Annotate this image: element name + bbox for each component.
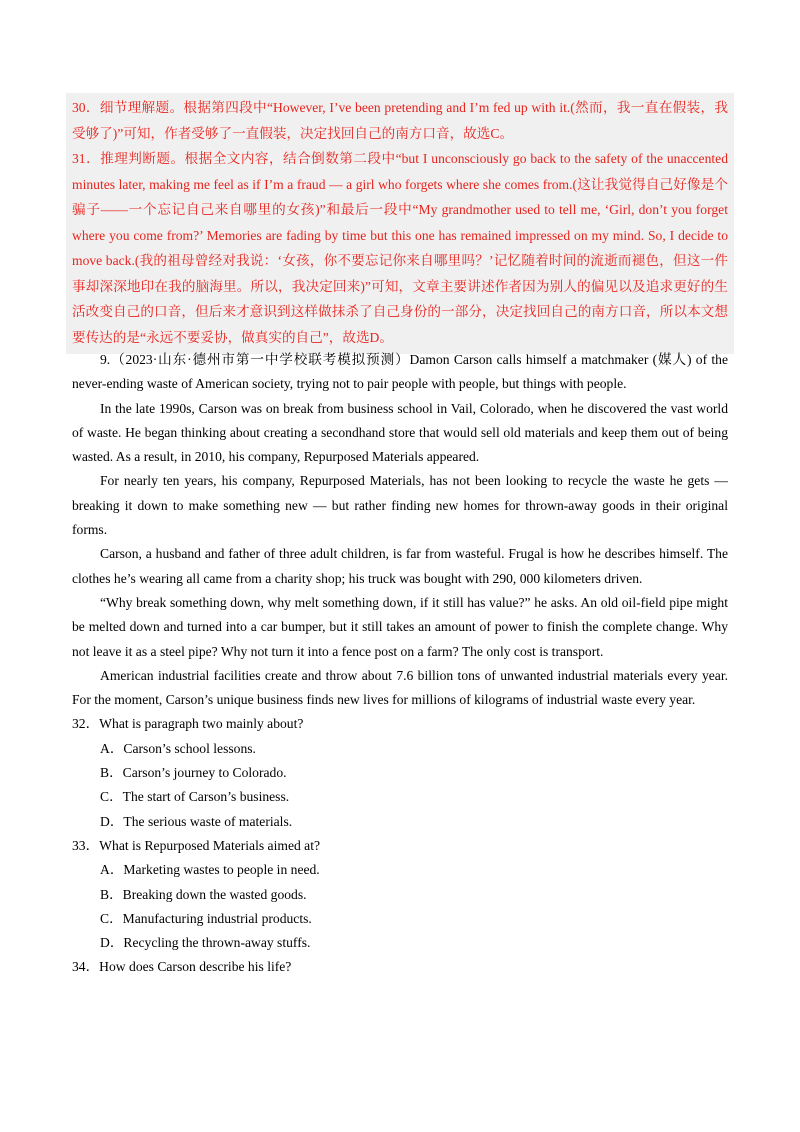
question-34: [72, 955, 728, 979]
question-32: [72, 712, 728, 833]
question-stem: 32．What is paragraph two mainly about?: [72, 716, 304, 732]
question-stem: 33．What is Repurposed Materials aimed at?: [72, 837, 321, 853]
option-b: B．Breaking down the wasted goods.: [100, 886, 307, 902]
option-b: B．Carson’s journey to Colorado.: [100, 765, 287, 781]
passage-paragraph: In the late 1990s, Carson was on break from business school in Vail, Colorado, when he discovered the vast world of waste. He began thinking about creating a secondhand store that would sell old materials and keep them out of being wasted. As a result, in 2010, his company, Repurposed Materials appeared.: [72, 400, 728, 465]
option-c: C．Manufacturing industrial products.: [100, 910, 312, 926]
passage-paragraph: American industrial facilities create and throw about 7.6 billion tons of unwanted industrial materials every year. For the moment, Carson’s unique business finds new lives for millions of kilograms of industrial waste every year.: [72, 667, 728, 708]
answer-explanation-30: 30．细节理解题。根据第四段中“However, I’ve been pretending and I’m fed up with it.(然而，我一直在假装，我受够了)”可知，作者受够了一直假装，决定找回自己的南方口音，故选C。: [72, 100, 728, 141]
passage-intro: 9.（2023·山东·德州市第一中学校联考模拟预测）Damon Carson calls himself a matchmaker (媒人) of the never-ending waste of American society, trying not to pair people with people, but things with people.: [72, 352, 728, 392]
option-a: A．Marketing wastes to people in need.: [100, 862, 320, 878]
option-d: D．Recycling the thrown-away stuffs.: [100, 935, 311, 951]
answer-explanation-31: 31．推理判断题。根据全文内容，结合倒数第二段中“but I unconsciously go back to the safety of the unaccented minutes later, making me feel as if I’m a fraud — a girl who forgets where she comes from.(这让我觉得自己好像是个骗子——一个忘记自己来自哪里的女孩)”和最后一段中“My grandmother used to tell me, ‘Girl, don’t you forget where you come from?’ Memories are fading by time but this one has remained impressed on my mind. So, I decide to move back.(我的祖母曾经对我说：‘女孩，你不要忘记你来自哪里吗？’记忆随着时间的流逝而褪色，但这一件事却深深地印在我的脑海里。所以，我决定回来)”可知，文章主要讲述作者因为别人的偏见以及追求更好的生活改变自己的口音，但后来才意识到这样做抹杀了自己身份的一部分，决定找回自己的南方口音，所以本文想要传达的是“永远不要妥协，做真实的自己”，故选D。: [72, 151, 728, 345]
answer-explanation-box: [66, 93, 734, 354]
option-d: D．The serious waste of materials.: [100, 813, 293, 829]
reading-passage: [72, 348, 728, 980]
passage-paragraph: “Why break something down, why melt something down, if it still has value?” he asks. An old oil-field pipe might be melted down and turned into a car bumper, but it still takes an amount of power to finish the complete change. Why not leave it as a steel pipe? Why not turn it into a fence post on a farm? The only cost is transport.: [72, 594, 728, 659]
passage-paragraph: For nearly ten years, his company, Repurposed Materials, has not been looking to recycle the waste he gets — breaking it down to make something new — but rather finding new homes for thrown-away goods in their original forms.: [72, 473, 728, 538]
option-a: A．Carson’s school lessons.: [100, 740, 256, 756]
question-stem: 34．How does Carson describe his life?: [72, 959, 292, 975]
passage-paragraph: Carson, a husband and father of three adult children, is far from wasteful. Frugal is how he describes himself. The clothes he’s wearing all came from a charity shop; his truck was bought with 290, 000 kilometers driven.: [72, 546, 728, 586]
option-c: C．The start of Carson’s business.: [100, 789, 290, 805]
question-33: [72, 834, 728, 955]
